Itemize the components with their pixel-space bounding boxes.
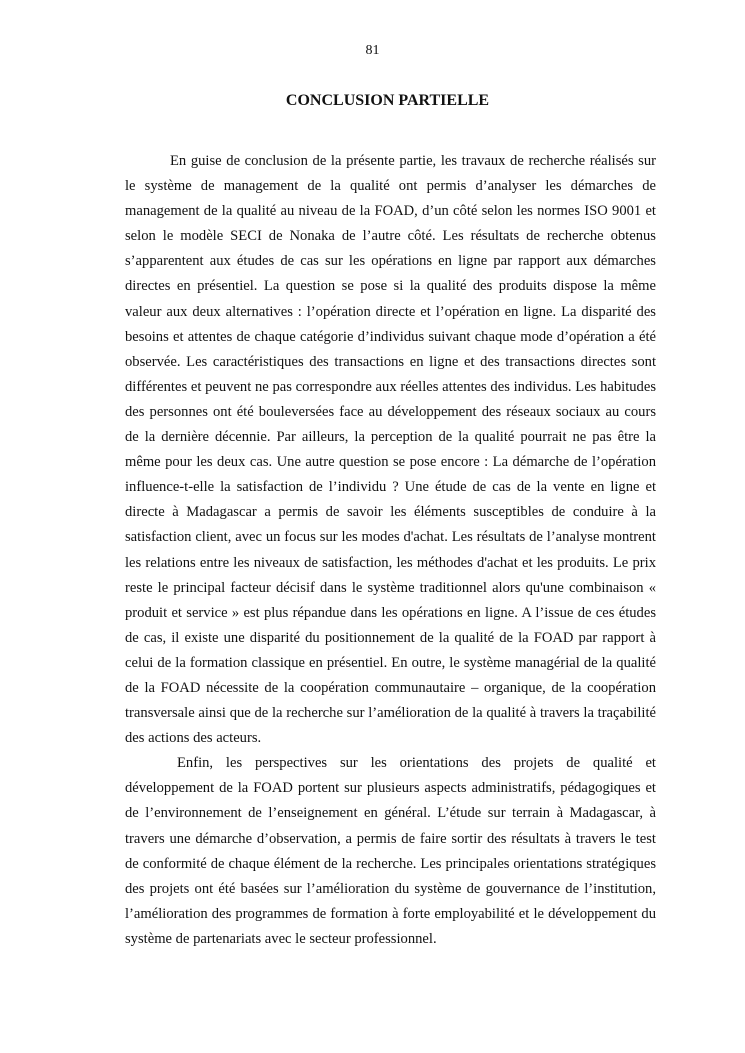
body-text — [125, 149, 656, 952]
section-title: CONCLUSION PARTIELLE — [285, 92, 490, 109]
paragraph-1: En guise de conclusion de la présente partie, les travaux de recherche réalisés sur le système de management de la qualité ont permis d’analyser les démarches de management de la qualité au niveau de la FOAD, d’un côté selon les normes ISO 9001 et selon le modèle SECI de Nonaka de l’autre côté. Les résultats de recherche obtenus s’apparentent aux études de cas sur les opérations en ligne par rapport aux démarches directes en présentiel. La question se pose si la qualité des produits dispose la même valeur aux deux alternatives : l’opération directe et l’opération en ligne. La disparité des besoins et attentes de chaque catégorie d’individus suivant chaque mode d’opération a été observée. Les caractéristiques des transactions en ligne et des transactions directes sont différentes et peuvent ne pas correspondre aux réelles attentes des individus. Les habitudes des personnes ont été bouleversées face au développement des réseaux sociaux au cours de la dernière décennie. Par ailleurs, la perception de la qualité pourrait ne pas être la même pour les deux cas. Une autre question se pose encore : La démarche de l’opération influence-t-elle la satisfaction de l’individu ? Une étude de cas de la vente en ligne et directe à Madagascar a permis de savoir les éléments susceptibles de conduire à la satisfaction client, avec un focus sur les modes d'achat. Les résultats de l’analyse montrent les relations entre les niveaux de satisfaction, les méthodes d'achat et les produits. Le prix reste le principal facteur décisif dans le système traditionnel alors qu'une combinaison « produit et service » est plus répandue dans les opérations en ligne. A l’issue de ces études de cas, il existe une disparité du positionnement de la qualité de la FOAD par rapport à celui de la formation classique en présentiel. En outre, le système managérial de la qualité de la FOAD nécessite de la coopération communautaire – organique, de la coopération transversale ainsi que de la recherche sur l’amélioration de la qualité à travers la traçabilité des actions des acteurs. — [125, 153, 656, 747]
page-number: 81 — [365, 43, 380, 58]
paragraph-2: Enfin, les perspectives sur les orientations des projets de qualité et développement de la FOAD portent sur plusieurs aspects administratifs, pédagogiques et de l’environnement de l’enseignement en général. L’étude sur terrain à Madagascar, à travers une démarche d’observation, a permis de faire sortir des résultats à travers le test de conformité de chaque élément de la recherche. Les principales orientations stratégiques des projets ont été basées sur l’amélioration du système de gouvernance de l’institution, l’amélioration des programmes de formation à forte employabilité et le développement du système de partenariats avec le secteur professionnel. — [125, 755, 656, 947]
